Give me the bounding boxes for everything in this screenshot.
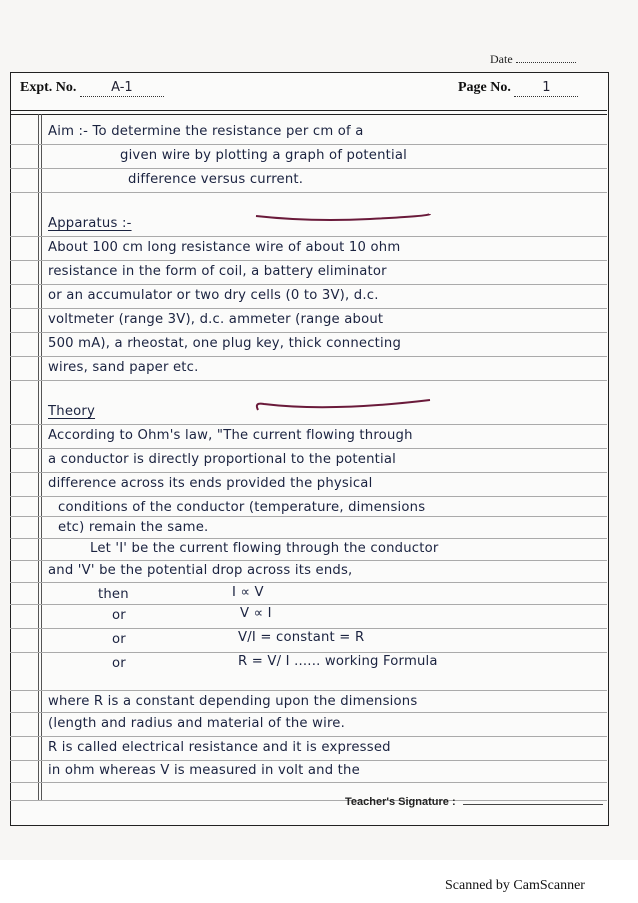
theory-line: difference across its ends provided the physical — [48, 476, 373, 491]
ruled-line — [10, 582, 607, 583]
ruled-line — [10, 308, 607, 309]
theory-line: a conductor is directly proportional to the potential — [48, 452, 397, 467]
ruled-line — [10, 284, 607, 285]
section-separator-stroke — [250, 396, 440, 418]
header-divider — [10, 110, 607, 111]
theory-line: and 'V' be the potential drop across its ends, — [48, 563, 353, 578]
theory-line: Let 'I' be the current flowing through the conductor — [90, 541, 439, 556]
aim-line: Aim :- To determine the resistance per cm of a — [48, 124, 364, 139]
ruled-line — [10, 690, 607, 691]
relation-prefix: or — [112, 632, 126, 647]
ruled-line — [10, 782, 607, 783]
ruled-line — [10, 448, 607, 449]
ruled-line — [10, 516, 607, 517]
relation-prefix: or — [112, 656, 126, 671]
ruled-line — [10, 760, 607, 761]
relation-prefix: then — [98, 587, 129, 602]
theory-line: According to Ohm's law, "The current flowing through — [48, 428, 413, 443]
ruled-line — [10, 260, 607, 261]
ruled-line — [10, 380, 607, 381]
date-value-line — [516, 62, 576, 63]
ruled-line — [10, 604, 607, 605]
theory-line: etc) remain the same. — [58, 520, 209, 535]
date-label: Date — [490, 52, 513, 66]
theory-line: conditions of the conductor (temperature, dimensions — [58, 500, 426, 515]
definition-line: (length and radius and material of the wire. — [48, 716, 345, 731]
ruled-line — [10, 712, 607, 713]
page-number-field — [458, 80, 578, 97]
ruled-line — [10, 356, 607, 357]
ruled-line — [10, 168, 607, 169]
ruled-line — [10, 628, 607, 629]
section-separator-stroke — [250, 206, 440, 226]
date-field — [490, 52, 576, 67]
ruled-line — [10, 652, 607, 653]
ruled-line — [10, 538, 607, 539]
ruled-line — [10, 560, 607, 561]
theory-heading: Theory — [48, 404, 96, 419]
expt-value: A-1 — [111, 80, 133, 95]
apparatus-line: About 100 cm long resistance wire of about 10 ohm — [48, 240, 401, 255]
aim-line: difference versus current. — [128, 172, 304, 187]
relation-expression: V ∝ I — [240, 606, 272, 621]
definition-line: where R is a constant depending upon the dimensions — [48, 694, 418, 709]
relation-expression: R = V/ I ...... working Formula — [238, 654, 438, 669]
definition-line: in ohm whereas V is measured in volt and the — [48, 763, 360, 778]
aim-line: given wire by plotting a graph of potential — [120, 148, 408, 163]
ruled-line — [10, 192, 607, 193]
relation-prefix: or — [112, 608, 126, 623]
ruled-line — [10, 736, 607, 737]
apparatus-line: resistance in the form of coil, a battery eliminator — [48, 264, 387, 279]
relation-expression: V/I = constant = R — [238, 630, 365, 645]
definition-line: R is called electrical resistance and it is expressed — [48, 740, 391, 755]
apparatus-line: or an accumulator or two dry cells (0 to 3V), d.c. — [48, 288, 379, 303]
ruled-line — [10, 496, 607, 497]
teacher-signature-line — [463, 804, 603, 805]
margin-line-left — [38, 114, 39, 800]
header-divider-inner — [10, 114, 607, 115]
teacher-signature-field — [345, 796, 603, 808]
ruled-line — [10, 332, 607, 333]
ruled-line — [10, 424, 607, 425]
page-label: Page No. — [458, 80, 511, 95]
scanner-watermark: Scanned by CamScanner — [445, 878, 585, 893]
ruled-line — [10, 472, 607, 473]
teacher-signature-label: Teacher's Signature : — [345, 796, 456, 808]
apparatus-line: wires, sand paper etc. — [48, 360, 199, 375]
page-value: 1 — [542, 80, 551, 95]
ruled-line — [10, 236, 607, 237]
margin-line-left-inner — [41, 114, 42, 800]
ruled-line — [10, 144, 607, 145]
expt-label: Expt. No. — [20, 80, 77, 95]
apparatus-heading: Apparatus :- — [48, 216, 132, 231]
apparatus-line: voltmeter (range 3V), d.c. ammeter (range about — [48, 312, 384, 327]
apparatus-line: 500 mA), a rheostat, one plug key, thick connecting — [48, 336, 402, 351]
expt-number-field — [20, 80, 164, 97]
relation-expression: I ∝ V — [232, 585, 264, 600]
